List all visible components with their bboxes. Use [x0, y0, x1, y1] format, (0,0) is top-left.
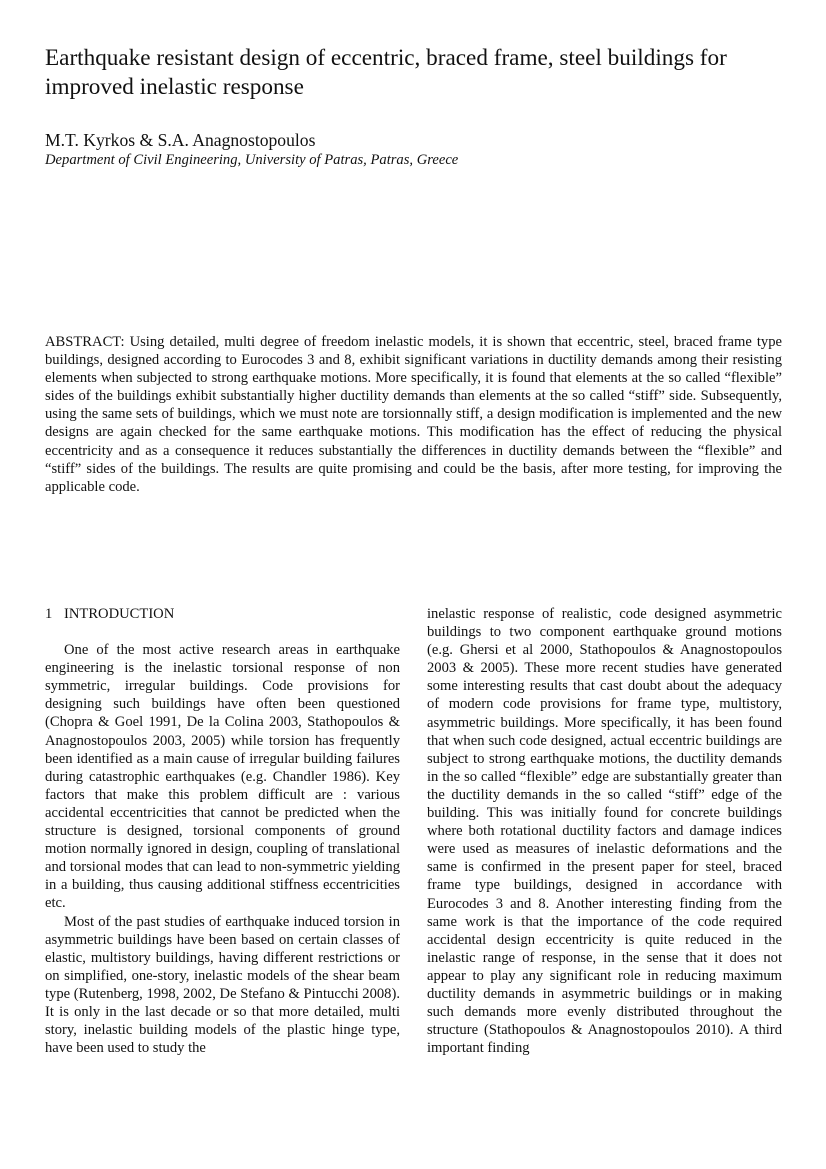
intro-paragraph-continued: inelastic response of realistic, code designed asymmetric buildings to two component earthquake ground motions (e.g. Ghersi et al 2000, Stathopoulos & Anagnostopoulos 2003 & 2005). These more recent studies have generated some interesting results that cast doubt about the adequacy of modern code provisions for frame type, multistory, asymmetric buildings. More specifically, it has been found that when such code designed, actual eccentric buildings are subject to strong earthquake motions, the ductility demands in the so called “flexible” edge are substantially greater than the ductility demands in the so called “stiff” edge of the building. This was initially found for concrete buildings where both rotational ductility factors and damage indices were used as measures of inelastic deformations and the same is confirmed in the present paper for steel, braced frame type buildings, designed in accordance with Eurocodes 3 and 8. Another interesting finding from the same work is that the importance of the code required accidental design eccentricity is quite reduced in the inelastic range of response, in the sense that it does not appear to play any significant role in reducing maximum ductility demands in asymmetric buildings or in making such demands more evenly distributed throughout the structure (Stathopoulos & Anagnostopoulos 2010). A third important finding [427, 606, 782, 1057]
section-heading [45, 605, 400, 623]
paper-affiliation: Department of Civil Engineering, University of Patras, Patras, Greece [45, 152, 459, 168]
intro-paragraph-1: One of the most active research areas in earthquake engineering is the inelastic torsional response of non symmetric, irregular buildings. Code provisions for designing such buildings have often been questioned (Chopra & Goel 1991, De la Colina 2003, Stathopoulos & Anagnostopoulos 2003, 2005) while torsion has frequently been identified as a main cause of irregular building failures during catastrophic earthquakes (e.g. Chandler 1986). Key factors that make this problem difficult are : various accidental eccentricities that cannot be predicted when the structure is designed, torsional components of ground motion normally ignored in design, coupling of translational and torsional modes that can lead to non-symmetric yielding in a building, thus causing additional stiffness eccentricities etc. [45, 642, 400, 912]
section-number: 1 [45, 606, 53, 622]
right-column [427, 605, 782, 1057]
paper-authors: M.T. Kyrkos & S.A. Anagnostopoulos [45, 130, 316, 150]
intro-paragraph-2: Most of the past studies of earthquake induced torsion in asymmetric buildings have been based on certain classes of elastic, multistory buildings, having different restrictions or on simplified, one-story, inelastic models of the shear beam type (Rutenberg, 1998, 2002, De Stefano & Pintucchi 2008). It is only in the last decade or so that more detailed, multi story, inelastic building models of the plastic hinge type, have been used to study the [45, 913, 400, 1057]
section-title: INTRODUCTION [64, 606, 175, 622]
paper-title: Earthquake resistant design of eccentric, braced frame, steel buildings for improved inelastic response [45, 45, 727, 100]
paper-abstract: ABSTRACT: Using detailed, multi degree of freedom inelastic models, it is shown that eccentric, steel, braced frame type buildings, designed according to Eurocodes 3 and 8, exhibit significant variations in ductility demands among their resisting elements when subjected to strong earthquake motions. More specifically, it is found that elements at the so called “flexible” sides of the buildings exhibit substantially higher ductility demands than elements at the so called “stiff” side. Subsequently, using the same sets of buildings, which we must note are torsionnally stiff, a design modification is implemented and the new designs are again checked for the same earthquake motions. This modification has the effect of reducing the physical eccentricity and as a consequence it reduces substantially the differences in ductility demands between the “flexible” and “stiff” sides of the buildings. The results are quite promising and could be the basis, after more testing, for improving the applicable code. [45, 334, 782, 495]
left-column [45, 605, 400, 1057]
